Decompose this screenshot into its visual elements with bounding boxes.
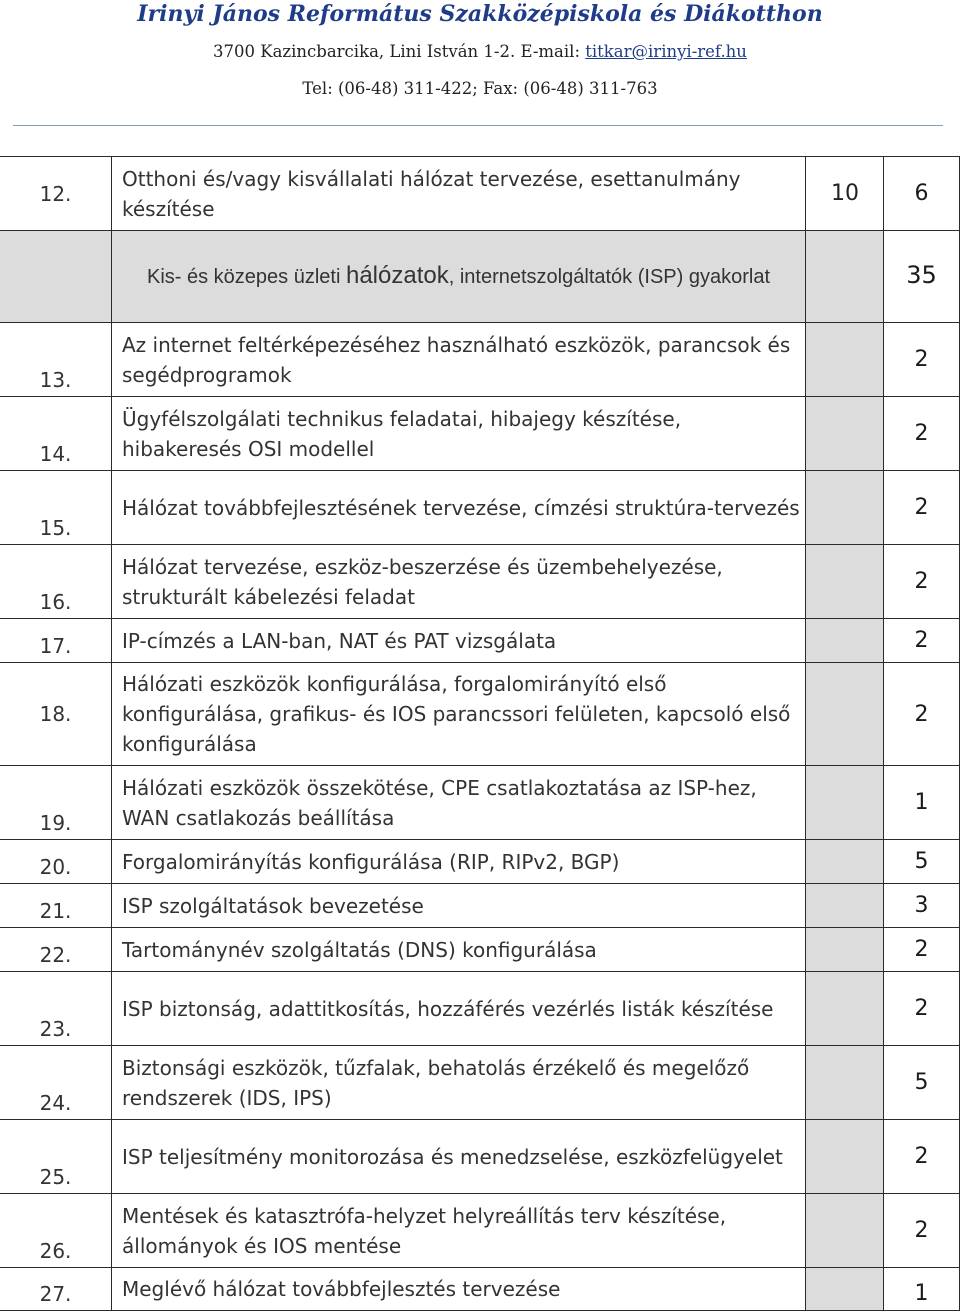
row-number: 23. [39,1017,72,1041]
row-topic: Biztonsági eszközök, tűzfalak, behatolás érzékelő és megelőző rendszerek (IDS, IPS) [111,1046,805,1119]
header-divider [13,125,943,126]
row-hours-practice: 2 [883,471,960,544]
row-hours-practice: 2 [883,972,960,1045]
row-hours-practice: 1 [883,766,960,839]
table-row [0,883,960,927]
row-number: 25. [39,1165,72,1189]
row-hours-theory-blank [805,766,884,839]
row-number: 17. [39,634,72,658]
row-topic: Tartománynév szolgáltatás (DNS) konfigurálása [111,928,805,971]
row-number: 15. [39,516,72,540]
row-hours-theory-blank [805,397,884,470]
row-topic: ISP teljesítmény monitorozása és menedzselése, eszközfelügyelet [111,1120,805,1193]
row-number: 20. [39,855,72,879]
row-number: 12. [39,181,72,206]
section-title-part-b: hálózatok [345,262,449,289]
row-number: 21. [39,899,72,923]
table-row [0,1045,960,1119]
row-hours-theory-blank [805,1268,884,1310]
row-topic: Hálózati eszközök összekötése, CPE csatlakoztatása az ISP-hez, WAN csatlakozás beállítása [111,766,805,839]
table-row [0,618,960,662]
row-topic: Ügyfélszolgálati technikus feladatai, hibajegy készítése, hibakeresés OSI modellel [111,397,805,470]
row-hours-practice: 2 [883,663,960,765]
row-topic: ISP biztonság, adattitkosítás, hozzáférés vezérlés listák készítése [111,972,805,1045]
table-row [0,927,960,971]
row-hours-practice: 2 [883,545,960,618]
table-row [0,156,960,230]
row-topic: Meglévő hálózat továbbfejlesztés tervezése [111,1268,805,1310]
row-topic: Mentések és katasztrófa-helyzet helyreállítás terv készítése, állományok és IOS mentése [111,1194,805,1267]
row-topic: ISP szolgáltatások bevezetése [111,884,805,927]
row-topic: Forgalomirányítás konfigurálása (RIP, RIPv2, BGP) [111,840,805,883]
table-row [0,839,960,883]
row-number: 18. [39,702,72,726]
row-topic: Hálózati eszközök konfigurálása, forgalomirányító első konfigurálása, grafikus- és IOS parancssori felületen, kapcsoló első konfigurálása [111,663,805,765]
row-hours-practice: 2 [883,928,960,971]
row-hours-practice: 2 [883,323,960,396]
row-hours-theory-blank [805,471,884,544]
address-line [0,40,960,64]
table-row [0,1119,960,1193]
row-hours-theory-blank [805,884,884,927]
row-hours-practice: 5 [883,1046,960,1119]
row-topic: Hálózat továbbfejlesztésének tervezése, címzési struktúra-tervezés [111,471,805,544]
row-number: 14. [39,442,72,466]
section-total-hours: 35 [883,231,960,322]
row-number: 27. [39,1282,72,1306]
row-number: 13. [39,368,72,392]
section-header-row [0,230,960,322]
row-hours-theory-blank [805,545,884,618]
section-hours-blank [805,231,884,322]
table-row [0,1267,960,1311]
email-link[interactable]: titkar@irinyi-ref.hu [585,42,747,61]
row-number: 16. [39,590,72,614]
row-number: 19. [39,811,72,835]
row-number: 22. [39,943,72,967]
table-row [0,1193,960,1267]
phone-line: Tel: (06-48) 311-422; Fax: (06-48) 311-763 [302,79,658,98]
row-hours-theory-blank [805,323,884,396]
row-hours-theory-blank [805,840,884,883]
row-hours-practice: 2 [883,1194,960,1267]
row-hours-theory-blank [805,663,884,765]
row-hours-practice: 2 [883,397,960,470]
row-hours-theory-blank [805,928,884,971]
row-hours-theory-blank [805,1120,884,1193]
table-row [0,765,960,839]
row-hours-theory-blank [805,619,884,662]
table-row [0,971,960,1045]
section-number-blank [0,231,111,322]
row-hours-practice: 1 [883,1268,960,1310]
row-topic: Az internet feltérképezéséhez használható eszközök, parancsok és segédprogramok [111,323,805,396]
table-row [0,396,960,470]
row-topic: Otthoni és/vagy kisvállalati hálózat tervezése, esettanulmány készítése [111,157,805,230]
row-topic: Hálózat tervezése, eszköz-beszerzése és üzembehelyezése, strukturált kábelezési feladat [111,545,805,618]
row-hours-theory-blank [805,1046,884,1119]
row-number: 24. [39,1091,72,1115]
address-text: 3700 Kazincbarcika, Lini István 1-2. E-mail: [213,42,586,61]
section-title [111,231,805,322]
row-number: 26. [39,1239,72,1263]
section-title-part-c: , internetszolgáltatók (ISP) gyakorlat [448,266,770,288]
row-hours-practice: 6 [883,157,960,230]
section-title-part-a: Kis- és közepes üzleti [147,266,346,288]
table-row [0,544,960,618]
row-hours-theory: 10 [805,157,884,230]
table-row [0,470,960,544]
row-hours-practice: 3 [883,884,960,927]
row-hours-practice: 2 [883,619,960,662]
row-hours-practice: 5 [883,840,960,883]
row-hours-practice: 2 [883,1120,960,1193]
table-row [0,662,960,765]
table-row [0,322,960,396]
row-hours-theory-blank [805,1194,884,1267]
row-topic: IP-címzés a LAN-ban, NAT és PAT vizsgálata [111,619,805,662]
school-name: Irinyi János Református Szakközépiskola és Diákotthon [137,1,823,27]
row-hours-theory-blank [805,972,884,1045]
